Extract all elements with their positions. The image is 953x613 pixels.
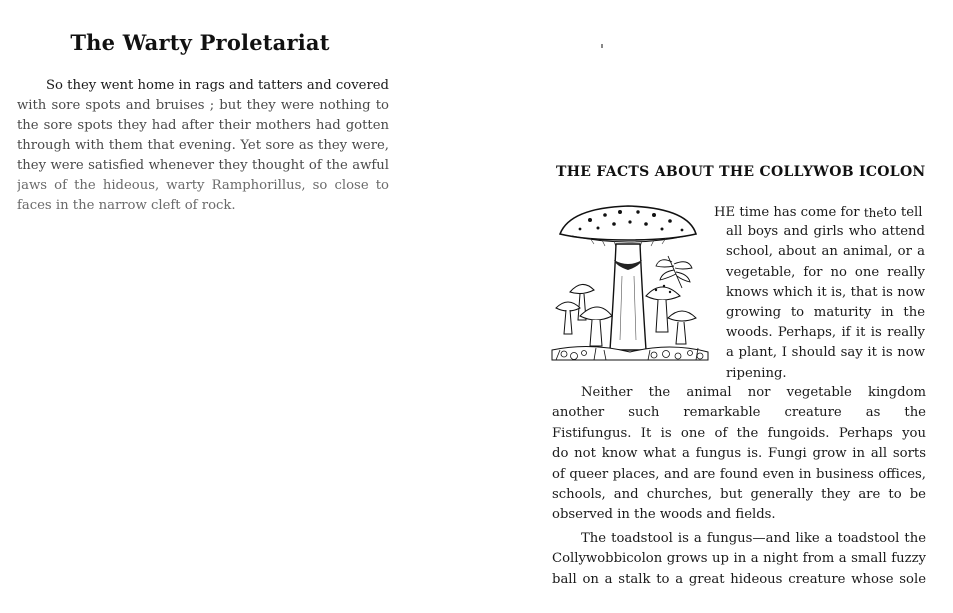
text-line: school, about an animal, or a [726, 244, 925, 260]
toadstool-illustration [550, 200, 710, 368]
left-paragraph [17, 76, 389, 216]
text-line: do not know what a fungus is. Fungi grow in all sorts [552, 446, 926, 462]
text-line: vegetable, for no one really [726, 264, 925, 280]
text-line: they were satisfied whenever they thought of the awful [17, 158, 389, 173]
right-page [476, 0, 953, 613]
text-line: growing to maturity in the [726, 304, 925, 320]
text-line: ripening. [726, 365, 787, 381]
text-line: all boys and girls who attend [726, 224, 925, 240]
text-line: Neither the animal nor vegetable kingdom [581, 385, 926, 400]
text-line: the sore spots they had after their mothers had gotten [17, 118, 389, 133]
left-page [0, 0, 476, 613]
text-line: faces in the narrow cleft of rock. [17, 198, 236, 213]
text-line: through with them that evening. Yet sore as they were, [17, 138, 389, 153]
text-line: observed in the woods and fields. [552, 507, 776, 523]
text-line: another such remarkable creature as the [552, 405, 926, 421]
text-line: So they went home in rags and tatters and covered [46, 78, 389, 93]
text-fragment: HE time has come for [714, 205, 860, 220]
text-line: ball on a stalk to a great hideous creature whose sole [552, 571, 926, 587]
intro-paragraph [712, 202, 925, 384]
text-line: jaws of the hideous, warty Ramphorillus, so close to [17, 178, 389, 193]
text-line: The toadstool is a fungus—and like a toadstool the [581, 530, 926, 546]
section-heading: THE FACTS ABOUT THE COLLYWOB ICOLON [556, 164, 926, 180]
text-line: a plant, I should say it is now [726, 345, 925, 361]
text-line: with sore spots and bruises ; but they were nothing to [17, 98, 389, 113]
text-line: Collywobbicolon grows up in a night from a small fuzzy [552, 551, 926, 567]
text-line: schools, and churches, but generally they are to be [552, 486, 926, 502]
text-line: knows which it is, that is now [726, 284, 925, 300]
page-speck [601, 44, 603, 48]
body-paragraphs [552, 383, 926, 590]
chapter-title: The Warty Proletariat [70, 30, 330, 55]
text-fragment: to tell [883, 205, 923, 220]
text-line [714, 202, 925, 222]
text-line: woods. Perhaps, if it is really [726, 325, 925, 341]
inserted-word: the [863, 206, 884, 220]
text-line: Fistifungus. It is one of the fungoids. Perhaps you [552, 425, 926, 441]
text-line: of queer places, and are found even in business offices, [552, 466, 926, 482]
